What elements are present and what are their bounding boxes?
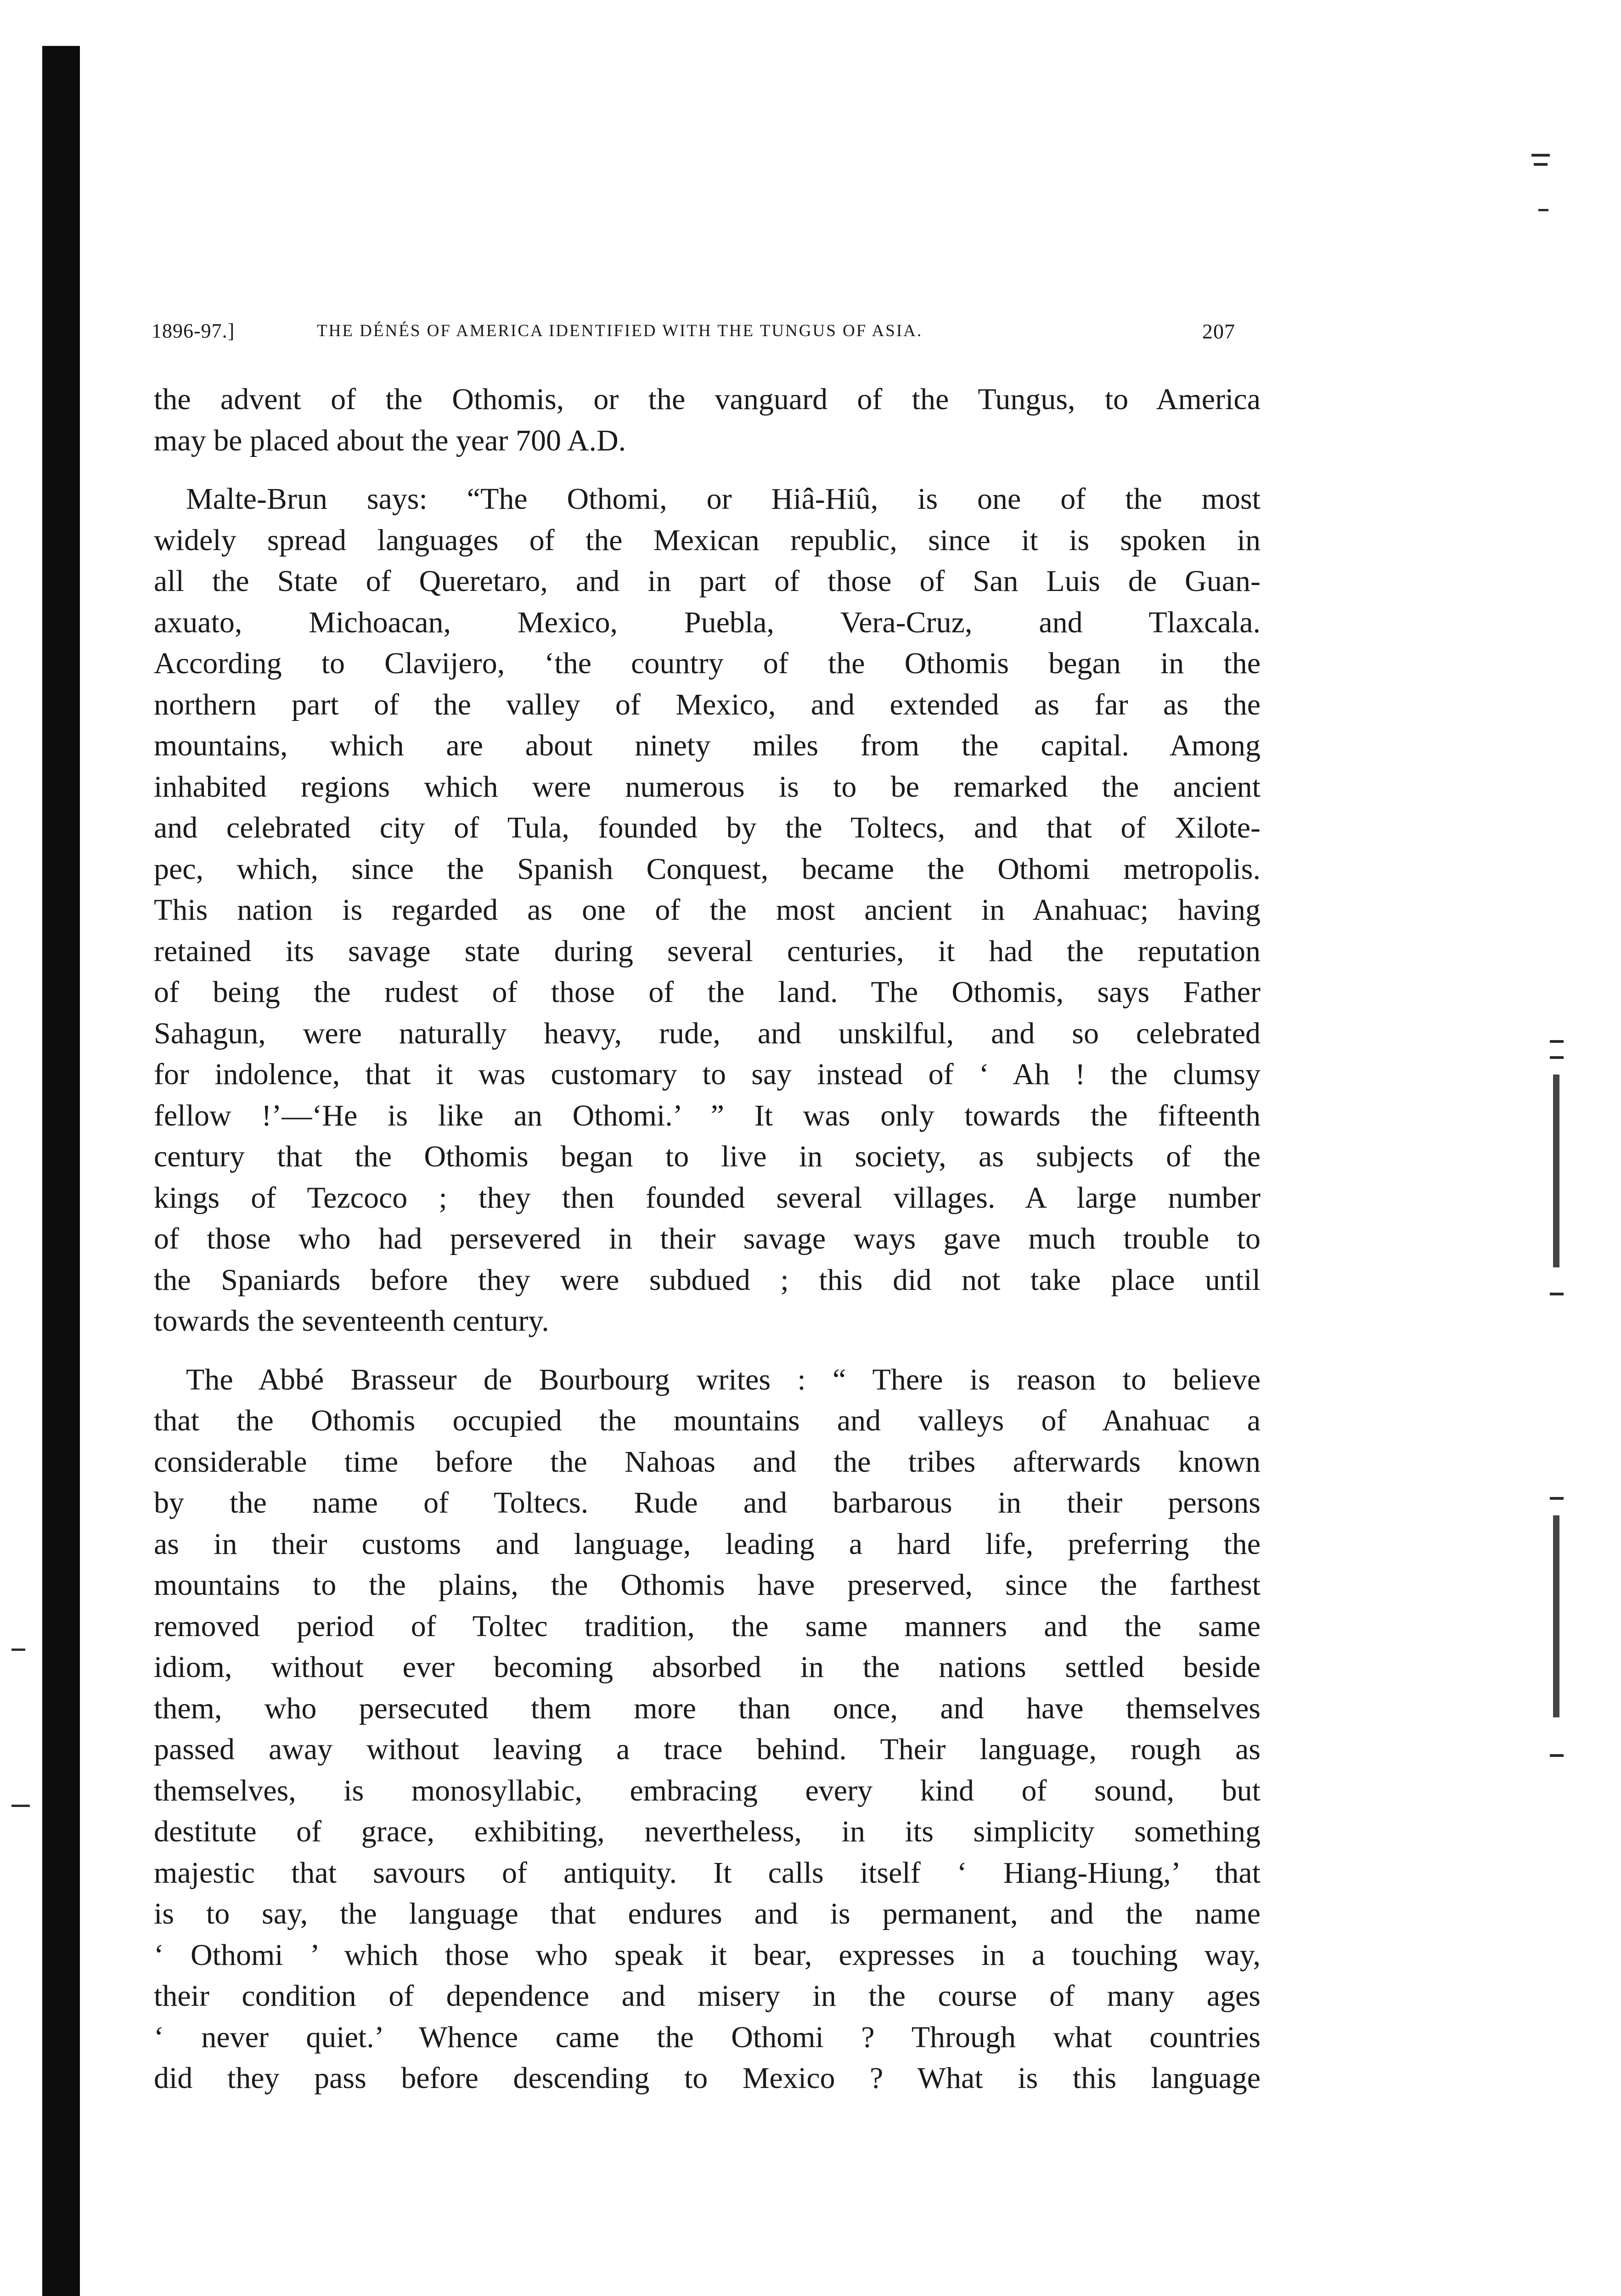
margin-tick — [1550, 1497, 1564, 1500]
text-line: pec, which, since the Spanish Conquest, became the Othomi metropolis. — [154, 852, 1261, 886]
text-line: removed period of Toltec tradition, the same manners and the same — [154, 1609, 1261, 1643]
text-line: century that the Othomis began to live in society, as subjects of the — [154, 1140, 1261, 1173]
text-line: may be placed about the year 700 A.D. — [154, 423, 626, 457]
scan-speck — [1531, 154, 1550, 157]
text-line: the Spaniards before they were subdued ; this did not take place until — [154, 1263, 1261, 1297]
text-line: mountains, which are about ninety miles from the capital. Among — [154, 729, 1261, 762]
scan-dash — [11, 1805, 30, 1807]
text-line: is to say, the language that endures and is permanent, and the name — [154, 1897, 1261, 1930]
text-line: This nation is regarded as one of the most ancient in Anahuac; having — [154, 893, 1261, 927]
scan-dash — [11, 1649, 25, 1651]
margin-tick — [1550, 1754, 1564, 1757]
text-line: did they pass before descending to Mexico ? What is this language — [154, 2061, 1261, 2095]
text-line: kings of Tezcoco ; they then founded several villages. A large number — [154, 1181, 1261, 1215]
text-line: and celebrated city of Tula, founded by the Toltecs, and that of Xilote- — [154, 811, 1261, 844]
text-line: towards the seventeenth century. — [154, 1304, 549, 1338]
text-line: fellow !’—‘He is like an Othomi.’ ” It was only towards the fifteenth — [154, 1098, 1261, 1132]
text-line: Malte-Brun says: “The Othomi, or Hiâ-Hiû, is one of the most — [186, 482, 1261, 516]
text-line: themselves, is monosyllabic, embracing every kind of sound, but — [154, 1773, 1261, 1807]
text-line: that the Othomis occupied the mountains and valleys of Anahuac a — [154, 1404, 1261, 1437]
text-line: of those who had persevered in their savage ways gave much trouble to — [154, 1222, 1261, 1255]
text-line: them, who persecuted them more than once, and have themselves — [154, 1691, 1261, 1725]
text-line: axuato, Michoacan, Mexico, Puebla, Vera-Cruz, and Tlaxcala. — [154, 605, 1261, 639]
scan-speck — [1538, 209, 1548, 211]
text-line: inhabited regions which were numerous is to be remarked the ancient — [154, 770, 1261, 804]
scan-speck — [1534, 163, 1548, 166]
text-line: majestic that savours of antiquity. It calls itself ‘ Hiang-Hiung,’ that — [154, 1856, 1261, 1890]
page-binding-edge — [42, 46, 80, 2296]
margin-bar — [1553, 1075, 1559, 1267]
text-line: retained its savage state during several centuries, it had the reputation — [154, 934, 1261, 968]
text-line: ‘ never quiet.’ Whence came the Othomi ? Through what countries — [154, 2020, 1261, 2054]
text-line: all the State of Queretaro, and in part of those of San Luis de Guan- — [154, 564, 1261, 598]
text-line: as in their customs and language, leading a hard life, preferring the — [154, 1527, 1261, 1561]
text-line: ‘ Othomi ’ which those who speak it bear, expresses in a touching way, — [154, 1938, 1261, 1972]
text-line: the advent of the Othomis, or the vanguard of the Tungus, to America — [154, 383, 1261, 416]
text-line: Sahagun, were naturally heavy, rude, and unskilful, and so celebrated — [154, 1016, 1261, 1050]
page-header — [152, 319, 1254, 351]
text-line: widely spread languages of the Mexican republic, since it is spoken in — [154, 523, 1261, 557]
page-number: 207 — [1202, 320, 1235, 343]
text-line: mountains to the plains, the Othomis have preserved, since the farthest — [154, 1568, 1261, 1602]
margin-bar — [1553, 1515, 1559, 1717]
text-line: According to Clavijero, ‘the country of the Othomis began in the — [154, 647, 1261, 680]
volume-year: 1896-97.] — [152, 320, 235, 342]
text-line: destitute of grace, exhibiting, nevertheless, in its simplicity something — [154, 1815, 1261, 1848]
running-title: THE DÉNÉS OF AMERICA IDENTIFIED WITH THE TUNGUS OF ASIA. — [317, 321, 923, 340]
margin-tick — [1550, 1056, 1564, 1059]
text-line: considerable time before the Nahoas and the tribes afterwards known — [154, 1445, 1261, 1479]
paragraph-2 — [154, 478, 1261, 1342]
text-line: idiom, without ever becoming absorbed in the nations settled beside — [154, 1650, 1261, 1684]
text-line: passed away without leaving a trace behind. Their language, rough as — [154, 1733, 1261, 1766]
text-line: The Abbé Brasseur de Bourbourg writes : “ There is reason to believe — [186, 1362, 1261, 1396]
text-line: of being the rudest of those of the land. The Othomis, says Father — [154, 975, 1261, 1009]
paragraph-3 — [154, 1359, 1261, 2099]
margin-tick — [1550, 1293, 1564, 1295]
text-line: their condition of dependence and misery in the course of many ages — [154, 1979, 1261, 2013]
body-text — [154, 379, 1261, 2099]
text-line: for indolence, that it was customary to say instead of ‘ Ah ! the clumsy — [154, 1058, 1261, 1091]
text-line: by the name of Toltecs. Rude and barbarous in their persons — [154, 1486, 1261, 1519]
paragraph-1 — [154, 379, 1261, 461]
text-line: northern part of the valley of Mexico, and extended as far as the — [154, 687, 1261, 721]
margin-tick — [1550, 1040, 1564, 1043]
